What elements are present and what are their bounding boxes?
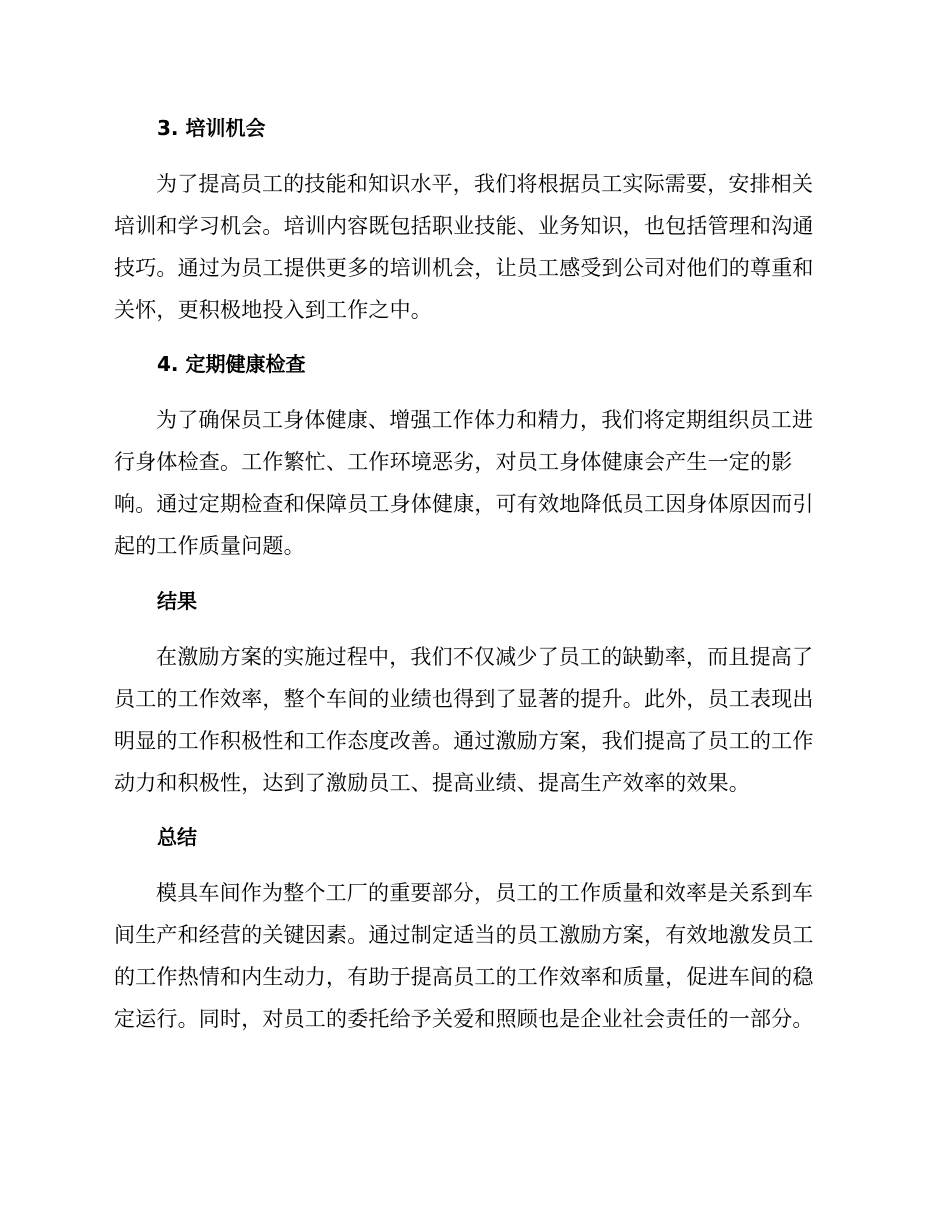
section-heading-summary: 总结 <box>157 825 197 849</box>
section-heading-health-check: 4. 定期健康检查 <box>157 352 306 376</box>
paragraph-line: 在激励方案的实施过程中，我们不仅减少了员工的缺勤率，而且提高了 <box>156 645 814 669</box>
section-paragraph-results <box>114 636 834 804</box>
paragraph-line: 的工作热情和内生动力，有助于提高员工的工作效率和质量，促进车间的稳 <box>114 965 814 989</box>
section-heading-training: 3. 培训机会 <box>157 116 266 140</box>
paragraph-line: 响。通过定期检查和保障员工身体健康，可有效地降低员工因身体原因而引 <box>114 492 814 516</box>
paragraph-line: 为了提高员工的技能和知识水平，我们将根据员工实际需要，安排相关 <box>156 172 814 196</box>
paragraph-line: 为了确保员工身体健康、增强工作体力和精力，我们将定期组织员工进 <box>156 408 814 432</box>
paragraph-line: 间生产和经营的关键因素。通过制定适当的员工激励方案，有效地激发员工 <box>114 923 814 947</box>
paragraph-line: 关怀，更积极地投入到工作之中。 <box>114 298 432 322</box>
section-heading-results: 结果 <box>157 589 197 613</box>
paragraph-line: 培训和学习机会。培训内容既包括职业技能、业务知识，也包括管理和沟通 <box>114 214 814 238</box>
paragraph-line: 员工的工作效率，整个车间的业绩也得到了显著的提升。此外，员工表现出 <box>114 687 814 711</box>
paragraph-line: 动力和积极性，达到了激励员工、提高业绩、提高生产效率的效果。 <box>114 771 750 795</box>
section-paragraph-health-check <box>114 399 834 567</box>
paragraph-line: 定运行。同时，对员工的委托给予关爱和照顾也是企业社会责任的一部分。 <box>114 1007 814 1031</box>
paragraph-line: 起的工作质量问题。 <box>114 534 305 558</box>
paragraph-line: 模具车间作为整个工厂的重要部分，员工的工作质量和效率是关系到车 <box>156 881 814 905</box>
paragraph-line: 行身体检查。工作繁忙、工作环境恶劣，对员工身体健康会产生一定的影 <box>114 450 793 474</box>
section-paragraph-training <box>114 163 834 331</box>
paragraph-line: 技巧。通过为员工提供更多的培训机会，让员工感受到公司对他们的尊重和 <box>114 256 814 280</box>
paragraph-line: 明显的工作积极性和工作态度改善。通过激励方案，我们提高了员工的工作 <box>114 729 814 753</box>
section-paragraph-summary <box>114 872 834 1040</box>
